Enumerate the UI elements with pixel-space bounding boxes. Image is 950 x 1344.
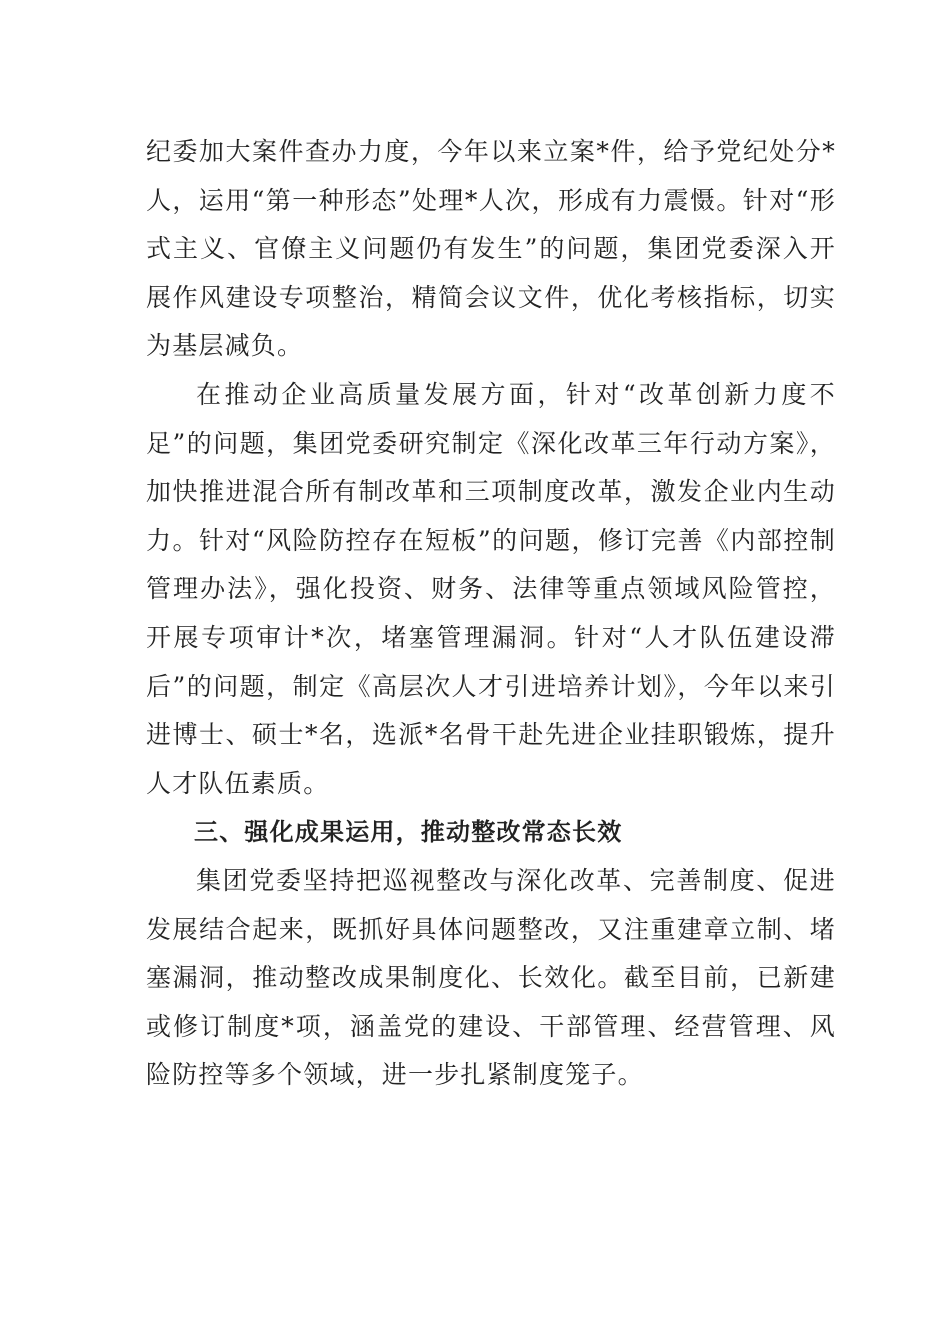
document-body bbox=[146, 128, 836, 1100]
paragraph-discipline: 纪委加大案件查办力度，今年以来立案*件，给予党纪处分*人，运用“第一种形态”处理*人次，形成有力震慑。针对“形式主义、官僚主义问题仍有发生”的问题，集团党委深入开展作风建设专项整治，精简会议文件，优化考核指标，切实为基层减负。 bbox=[146, 137, 836, 361]
paragraph-results: 集团党委坚持把巡视整改与深化改革、完善制度、促进发展结合起来，既抓好具体问题整改，又注重建章立制、堵塞漏洞，推动整改成果制度化、长效化。截至目前，已新建或修订制度*项，涵盖党的建设、干部管理、经营管理、风险防控等多个领域，进一步扎紧制度笼子。 bbox=[146, 865, 836, 1090]
section-heading-3: 三、强化成果运用，推动整改常态长效 bbox=[194, 818, 623, 847]
paragraph-development: 在推动企业高质量发展方面，针对“改革创新力度不足”的问题，集团党委研究制定《深化改革三年行动方案》，加快推进混合所有制改革和三项制度改革，激发企业内生动力。针对“风险防控存在短板”的问题，修订完善《内部控制管理办法》，强化投资、财务、法律等重点领域风险管控，开展专项审计*次，堵塞管理漏洞。针对“人才队伍建设滞后”的问题，制定《高层次人才引进培养计划》，今年以来引进博士、硕士*名，选派*名骨干赴先进企业挂职锻炼，提升人才队伍素质。 bbox=[146, 379, 836, 798]
